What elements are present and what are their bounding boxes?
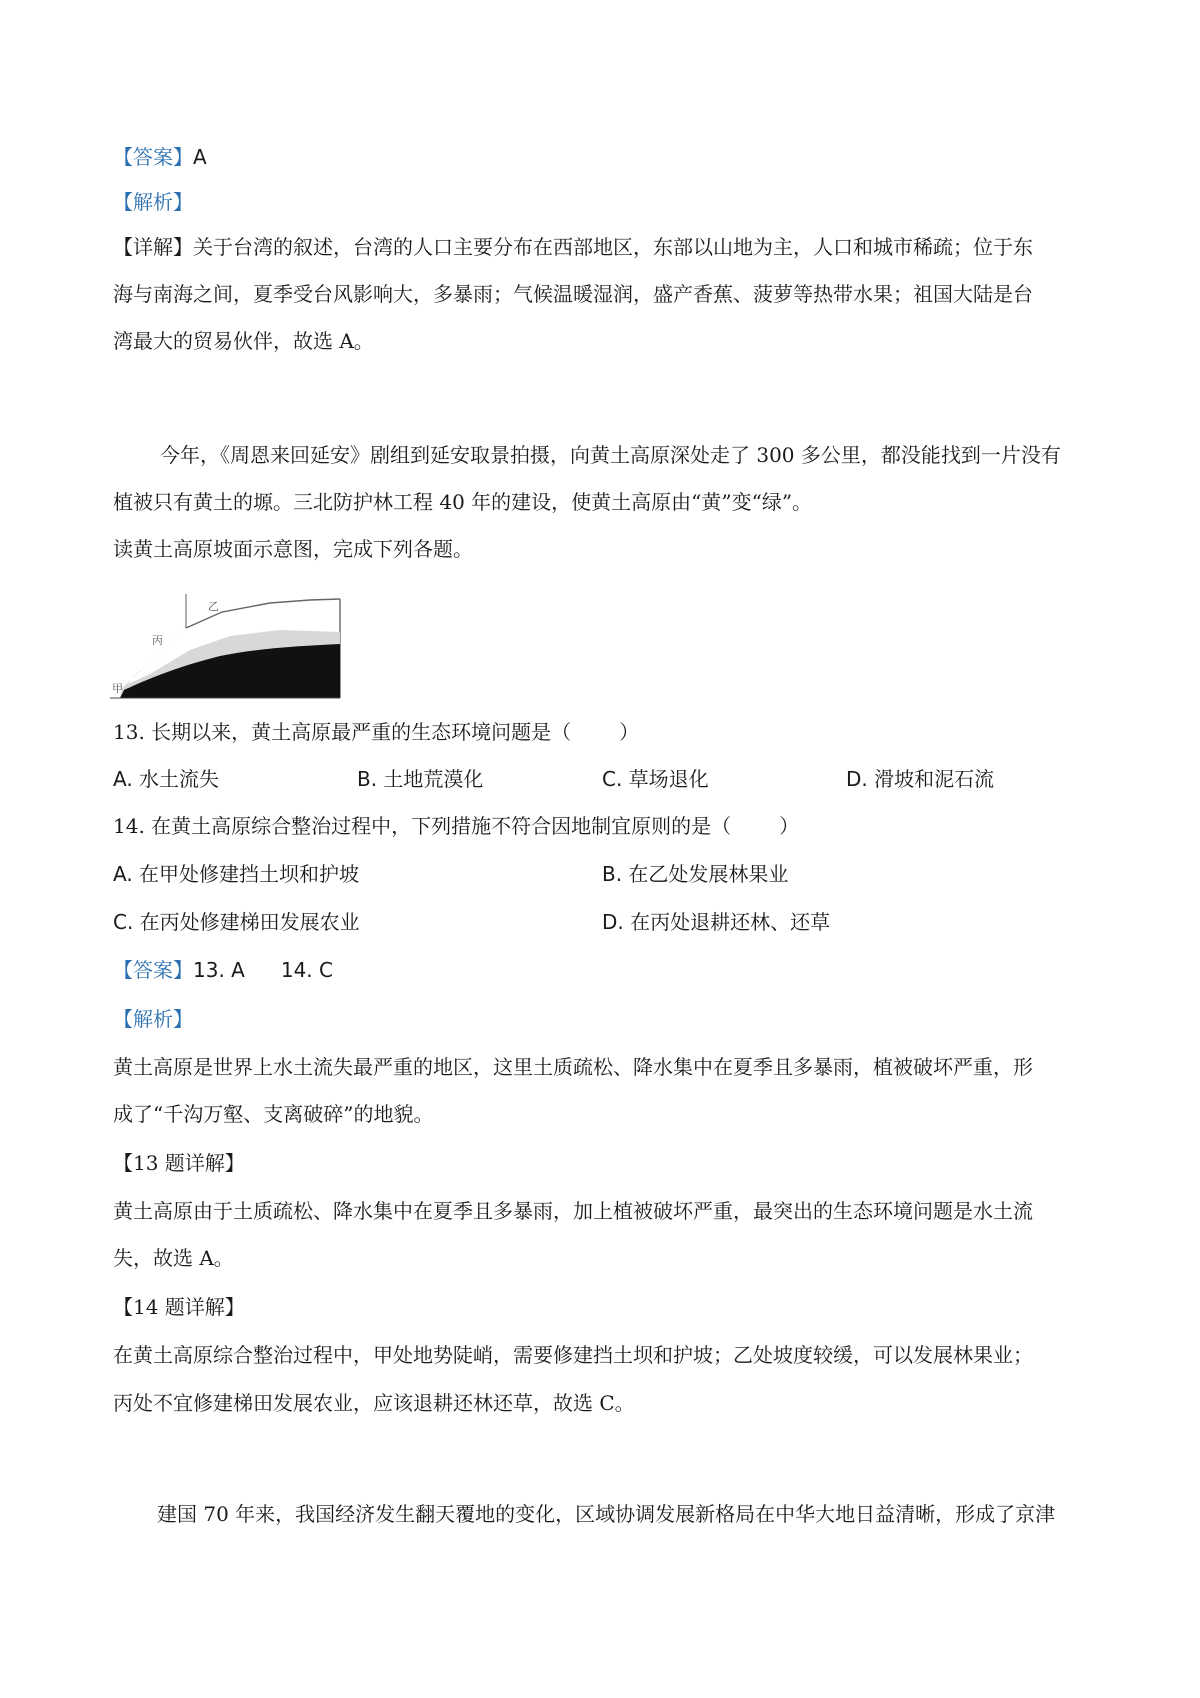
detail-text-1: 关于台湾的叙述，台湾的人口主要分布在西部地区，东部以山地为主，人口和城市稀疏；位于东	[193, 235, 1033, 259]
answer-13: 13. A	[193, 958, 245, 982]
q14-detail-tag: 【14 题详解】	[113, 1295, 245, 1319]
q14-option-d: D. 在丙处退耕还林、还草	[602, 910, 831, 934]
analysis-line-2: 成了“千沟万壑、支离破碎”的地貌。	[113, 1102, 434, 1126]
q13-option-a: A. 水土流失	[113, 767, 220, 791]
answer-14: 14. C	[280, 958, 333, 982]
label-bing: 丙	[152, 634, 163, 647]
label-jia: 甲	[112, 682, 123, 695]
answer-line-1	[113, 143, 1103, 171]
q13-stem-text: 13. 长期以来，黄土高原最严重的生态环境问题是（	[113, 720, 572, 744]
answer-tag-2: 【答案】	[113, 958, 193, 982]
detail-tag: 【详解】	[113, 235, 193, 259]
analysis-tag-2: 【解析】	[113, 1007, 193, 1031]
label-yi: 乙	[208, 600, 219, 613]
q14-stem-close: ）	[779, 814, 800, 838]
answer-tag: 【答案】	[113, 145, 193, 169]
q14-option-c: C. 在丙处修建梯田发展农业	[113, 910, 360, 934]
q14-option-b: B. 在乙处发展林果业	[602, 862, 789, 886]
closing-passage-line: 建国 70 年来，我国经济发生翻天覆地的变化，区域协调发展新格局在中华大地日益清晰，形成了京津	[157, 1502, 1056, 1526]
analysis-tag: 【解析】	[113, 190, 193, 214]
q13-detail-line-1: 黄土高原由于土质疏松、降水集中在夏季且多暴雨，加上植被破坏严重，最突出的生态环境问题是水土流	[113, 1199, 1033, 1223]
q14-option-a: A. 在甲处修建挡土坝和护坡	[113, 862, 360, 886]
q14-detail-line-1: 在黄土高原综合整治过程中，甲处地势陡峭，需要修建挡土坝和护坡；乙处坡度较缓，可以发展林果业；	[113, 1343, 1033, 1367]
q13-option-c: C. 草场退化	[602, 767, 709, 791]
answer-line-2	[113, 956, 1103, 984]
passage-line-1: 今年，《周恩来回延安》剧组到延安取景拍摄，向黄土高原深处走了 300 多公里，都没能找到一片没有	[160, 443, 1061, 467]
q13-stem	[113, 718, 1103, 746]
detail-line-3: 湾最大的贸易伙伴，故选 A。	[113, 329, 374, 353]
q13-option-d: D. 滑坡和泥石流	[846, 767, 995, 791]
detail-line-1	[113, 233, 1103, 261]
q14-detail-line-2: 丙处不宜修建梯田发展农业，应该退耕还林还草，故选 C。	[113, 1391, 635, 1415]
q13-detail-tag: 【13 题详解】	[113, 1151, 245, 1175]
q13-option-b: B. 土地荒漠化	[357, 767, 484, 791]
analysis-line-1: 黄土高原是世界上水土流失最严重的地区，这里土质疏松、降水集中在夏季且多暴雨，植被破坏严重，形	[113, 1055, 1033, 1079]
q14-stem	[113, 812, 1103, 840]
q13-detail-line-2: 失，故选 A。	[113, 1246, 234, 1270]
passage-line-2: 植被只有黄土的塬。三北防护林工程 40 年的建设，使黄土高原由“黄”变“绿”。	[113, 490, 813, 514]
q14-stem-text: 14. 在黄土高原综合整治过程中，下列措施不符合因地制宜原则的是（	[113, 814, 732, 838]
q13-stem-close: ）	[619, 720, 640, 744]
loess-slope-diagram	[110, 592, 350, 702]
detail-line-2: 海与南海之间，夏季受台风影响大，多暴雨；气候温暖湿润，盛产香蕉、菠萝等热带水果；祖国大陆是台	[113, 282, 1033, 306]
passage-instruction: 读黄土高原坡面示意图，完成下列各题。	[113, 537, 473, 561]
answer-value: A	[193, 145, 207, 169]
